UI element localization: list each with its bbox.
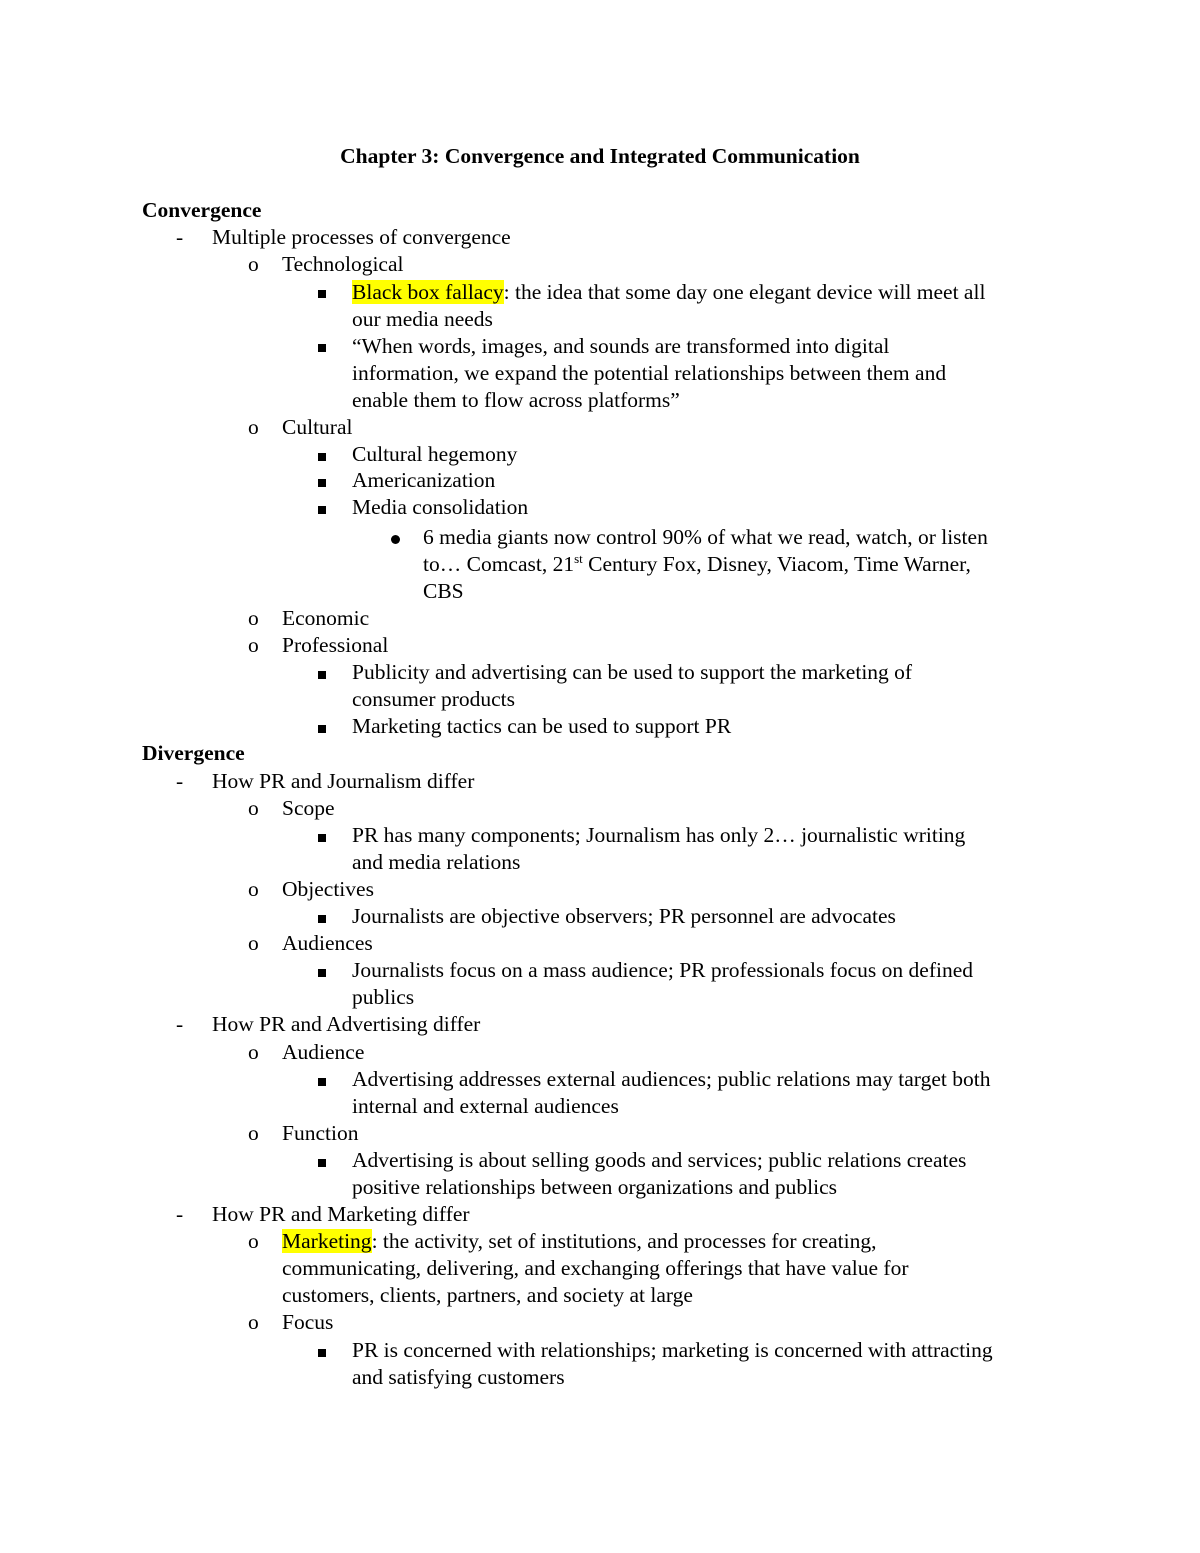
square-bullet: [318, 903, 326, 930]
list-item-continued: and satisfying customers: [352, 1365, 565, 1389]
circle-bullet: o: [248, 931, 259, 955]
list-item-continued: [423, 551, 971, 578]
list-item: Focus: [282, 1310, 334, 1334]
list-item-continued: positive relationships between organizations and publics: [352, 1175, 838, 1199]
list-item: Journalists are objective observers; PR personnel are advocates: [352, 904, 896, 928]
list-item: Audiences: [282, 931, 373, 955]
list-item: Audience: [282, 1040, 365, 1064]
section-heading-convergence: Convergence: [142, 198, 262, 222]
list-item: How PR and Marketing differ: [212, 1202, 470, 1226]
list-item-continued: publics: [352, 985, 415, 1009]
list-item: Media consolidation: [352, 495, 529, 519]
list-item-continued: consumer products: [352, 687, 516, 711]
square-bullet: [318, 1337, 326, 1364]
list-item-continued: communicating, delivering, and exchanging offerings that have value for: [282, 1256, 909, 1280]
list-item: Objectives: [282, 877, 374, 901]
circle-bullet: o: [248, 252, 259, 276]
dash-bullet: -: [176, 1202, 184, 1226]
list-item: Marketing tactics can be used to support PR: [352, 714, 732, 738]
list-item: Cultural: [282, 415, 353, 439]
highlighted-term: Black box fallacy: [352, 280, 504, 304]
dash-bullet: -: [176, 769, 184, 793]
list-item: How PR and Advertising differ: [212, 1012, 481, 1036]
list-item: [352, 279, 985, 306]
giants-text: to… Comcast, 21: [423, 552, 575, 576]
circle-bullet: o: [248, 415, 259, 439]
definition-text: : the activity, set of institutions, and processes for creating,: [371, 1229, 877, 1253]
square-bullet: [318, 467, 326, 494]
circle-bullet: o: [248, 633, 259, 657]
page-title: Chapter 3: Convergence and Integrated Communication: [340, 144, 860, 168]
list-item: [282, 1228, 877, 1255]
list-item-continued: information, we expand the potential relationships between them and: [352, 361, 947, 385]
list-item-continued: enable them to flow across platforms”: [352, 388, 680, 412]
list-item: PR has many components; Journalism has only 2… journalistic writing: [352, 823, 966, 847]
list-item: Professional: [282, 633, 389, 657]
circle-bullet: o: [248, 1040, 259, 1064]
list-item-continued: internal and external audiences: [352, 1094, 619, 1118]
list-item: Function: [282, 1121, 359, 1145]
list-item: 6 media giants now control 90% of what we read, watch, or listen: [423, 525, 988, 549]
list-item-continued: customers, clients, partners, and society at large: [282, 1283, 693, 1307]
list-item: Scope: [282, 796, 335, 820]
square-bullet: [318, 441, 326, 468]
square-bullet: [318, 332, 326, 359]
list-item: Technological: [282, 252, 404, 276]
list-item: PR is concerned with relationships; marketing is concerned with attracting: [352, 1338, 993, 1362]
square-bullet: [318, 822, 326, 849]
definition-text: : the idea that some day one elegant device will meet all: [503, 280, 986, 304]
ordinal-suffix: st: [574, 550, 583, 566]
dash-bullet: -: [176, 1012, 184, 1036]
square-bullet: [318, 957, 326, 984]
circle-bullet: o: [248, 877, 259, 901]
list-item: Advertising is about selling goods and services; public relations creates: [352, 1148, 967, 1172]
square-bullet: [318, 1066, 326, 1093]
dash-bullet: -: [176, 225, 184, 249]
square-bullet: [318, 659, 326, 686]
list-item-continued: and media relations: [352, 850, 521, 874]
list-item-continued: our media needs: [352, 307, 493, 331]
circle-bullet: o: [248, 606, 259, 630]
list-item: Economic: [282, 606, 370, 630]
giants-text: Century Fox, Disney, Viacom, Time Warner,: [582, 552, 971, 576]
highlighted-term: Marketing: [282, 1229, 372, 1253]
list-item: “When words, images, and sounds are transformed into digital: [352, 334, 890, 358]
square-bullet: [318, 713, 326, 740]
list-item: Advertising addresses external audiences; public relations may target both: [352, 1067, 991, 1091]
square-bullet: [318, 494, 326, 521]
list-item: How PR and Journalism differ: [212, 769, 475, 793]
circle-bullet: o: [248, 1310, 259, 1334]
list-item: Americanization: [352, 468, 496, 492]
section-heading-divergence: Divergence: [142, 741, 245, 765]
circle-bullet: o: [248, 1121, 259, 1145]
circle-bullet: o: [248, 796, 259, 820]
dot-bullet: [391, 524, 400, 551]
list-item: Publicity and advertising can be used to support the marketing of: [352, 660, 913, 684]
list-item-continued: CBS: [423, 579, 464, 603]
list-item: Multiple processes of convergence: [212, 225, 511, 249]
square-bullet: [318, 278, 326, 305]
list-item: Cultural hegemony: [352, 442, 518, 466]
list-item: Journalists focus on a mass audience; PR professionals focus on defined: [352, 958, 973, 982]
square-bullet: [318, 1147, 326, 1174]
circle-bullet: o: [248, 1229, 259, 1253]
